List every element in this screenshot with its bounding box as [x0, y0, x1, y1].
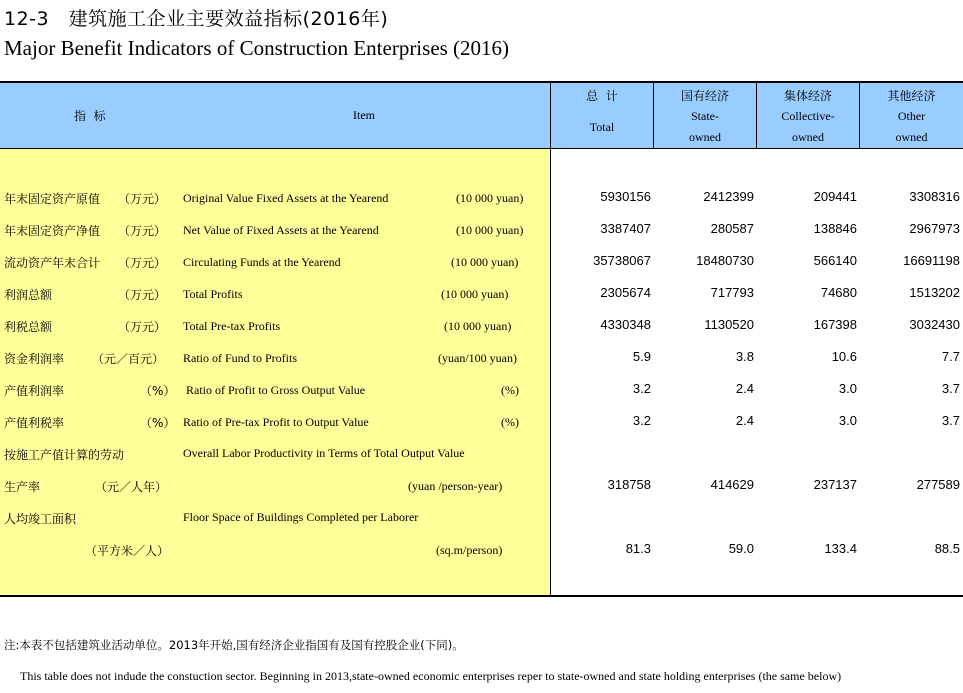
labor-total: 318758: [607, 477, 651, 492]
cell-total: 2305674: [600, 285, 651, 300]
row-label-en: Ratio of Profit to Gross Output Value: [186, 383, 366, 397]
row-unit-cn: （万元）: [118, 320, 167, 334]
floor-cn-unit: （平方米／人）: [85, 544, 170, 558]
cell-state-owned: 280587: [710, 221, 754, 236]
cell-total: 3387407: [600, 221, 651, 236]
floor-state: 59.0: [728, 541, 754, 556]
cell-collective-owned: 3.0: [838, 381, 857, 396]
header-other: [860, 83, 963, 148]
floor-total: 81.3: [625, 541, 651, 556]
row-unit-cn: （万元）: [118, 256, 167, 270]
labor-cn-line1: 按施工产值计算的劳动: [4, 448, 125, 462]
cell-total: 5930156: [600, 189, 651, 204]
row-label-cn: 利润总额: [4, 288, 53, 302]
row-unit-cn: （万元）: [118, 288, 167, 302]
bottom-rule: [0, 595, 963, 597]
title-cn: 12-3 建筑施工企业主要效益指标(2016年): [4, 8, 389, 30]
cell-state-owned: 2412399: [703, 189, 754, 204]
labor-coll: 237137: [813, 477, 857, 492]
note-en: This table does not indude the constuction sector. Beginning in 2013,state-owned economic enterprises reper to state-owned and state holding enterprises (the same below): [20, 669, 842, 683]
row-unit-en: (10 000 yuan): [451, 255, 519, 269]
note-cn: 注:本表不包括建筑业活动单位。2013年开始,国有经济企业指国有及国有控股企业(下同)。: [4, 638, 464, 652]
item-column-background: [0, 148, 550, 596]
row-label-cn: 流动资产年末合计: [4, 256, 101, 270]
header-total-cn: 总 计: [586, 89, 618, 103]
header-total: [551, 83, 653, 148]
cell-total: 4330348: [600, 317, 651, 332]
header-state-cn: 国有经济: [680, 89, 729, 103]
header-state-en1: State-: [691, 109, 719, 123]
row-unit-en: (yuan/100 yuan): [438, 351, 517, 365]
cell-other-owned: 7.7: [941, 349, 960, 364]
row-unit-en: (10 000 yuan): [444, 319, 512, 333]
cell-other-owned: 3.7: [941, 381, 960, 396]
row-label-en: Ratio of Pre-tax Profit to Output Value: [183, 415, 369, 429]
header-other-cn: 其他经济: [887, 89, 936, 103]
row-unit-en: (10 000 yuan): [456, 223, 524, 237]
cell-state-owned: 717793: [710, 285, 754, 300]
row-label-cn: 年末固定资产原值: [4, 192, 101, 206]
row-unit-en: (%): [501, 383, 519, 397]
floor-unit: (sq.m/person): [436, 543, 503, 557]
row-unit-cn: （%）: [140, 416, 176, 430]
cell-total: 35738067: [593, 253, 651, 268]
row-label-cn: 产值利税率: [4, 416, 65, 430]
row-unit-cn: （万元）: [118, 192, 167, 206]
header-indicator-cn: 指 标: [74, 109, 106, 123]
cell-collective-owned: 138846: [813, 221, 857, 236]
row-label-cn: 利税总额: [4, 320, 53, 334]
labor-other: 277589: [916, 477, 960, 492]
labor-en: Overall Labor Productivity in Terms of Total Output Value: [183, 446, 465, 460]
cell-collective-owned: 167398: [813, 317, 857, 332]
labor-cn-unit: （元／人年）: [95, 480, 168, 494]
header-coll-cn: 集体经济: [783, 89, 832, 103]
header-collective: [757, 83, 859, 148]
cell-state-owned: 18480730: [696, 253, 754, 268]
row-label-en: Net Value of Fixed Assets at the Yearend: [183, 223, 379, 237]
cell-total: 3.2: [632, 381, 651, 396]
cell-total: 3.2: [632, 413, 651, 428]
cell-collective-owned: 209441: [813, 189, 857, 204]
labor-state: 414629: [710, 477, 754, 492]
row-unit-en: (10 000 yuan): [441, 287, 509, 301]
floor-cn: 人均竣工面积: [4, 512, 77, 526]
floor-coll: 133.4: [824, 541, 857, 556]
cell-total: 5.9: [632, 349, 651, 364]
cell-other-owned: 2967973: [909, 221, 960, 236]
col-divider-1: [550, 83, 551, 596]
cell-other-owned: 1513202: [909, 285, 960, 300]
row-label-en: Total Profits: [183, 287, 243, 301]
row-label-en: Total Pre-tax Profits: [183, 319, 281, 333]
floor-en: Floor Space of Buildings Completed per Laborer: [183, 510, 419, 524]
header-other-en1: Other: [897, 109, 926, 123]
labor-cn-line2: 生产率: [4, 480, 41, 494]
row-label-en: Ratio of Fund to Profits: [183, 351, 298, 365]
labor-unit: (yuan /person-year): [408, 479, 503, 493]
cell-other-owned: 3032430: [909, 317, 960, 332]
header-rule: [0, 148, 963, 149]
floor-other: 88.5: [934, 541, 960, 556]
row-unit-en: (10 000 yuan): [456, 191, 524, 205]
cell-collective-owned: 10.6: [831, 349, 857, 364]
title-en: Major Benefit Indicators of Construction Enterprises (2016): [4, 36, 510, 60]
header-state: [654, 83, 756, 148]
header-coll-en1: Collective-: [781, 109, 835, 123]
cell-state-owned: 1130520: [704, 317, 754, 332]
cell-state-owned: 3.8: [735, 349, 754, 364]
row-label-cn: 年末固定资产净值: [4, 224, 101, 238]
row-unit-cn: （万元）: [118, 224, 167, 238]
cell-other-owned: 3308316: [909, 189, 960, 204]
row-label-cn: 资金利润率: [4, 352, 65, 366]
header-other-en2: owned: [895, 130, 928, 144]
header-coll-en2: owned: [792, 130, 824, 144]
cell-collective-owned: 74680: [820, 285, 857, 300]
header-item-en: Item: [353, 108, 375, 122]
cell-collective-owned: 3.0: [838, 413, 857, 428]
header-total-en: Total: [589, 120, 615, 134]
header-state-en2: owned: [689, 130, 721, 144]
cell-state-owned: 2.4: [735, 381, 754, 396]
cell-collective-owned: 566140: [813, 253, 857, 268]
row-label-cn: 产值利润率: [4, 384, 65, 398]
cell-other-owned: 16691198: [903, 253, 960, 268]
row-unit-cn: （元／百元）: [92, 352, 165, 366]
row-unit-cn: （%）: [140, 384, 176, 398]
cell-state-owned: 2.4: [735, 413, 754, 428]
cell-other-owned: 3.7: [941, 413, 960, 428]
row-label-en: Original Value Fixed Assets at the Yearend: [183, 191, 389, 205]
row-label-en: Circulating Funds at the Yearend: [183, 255, 341, 269]
row-unit-en: (%): [501, 415, 519, 429]
